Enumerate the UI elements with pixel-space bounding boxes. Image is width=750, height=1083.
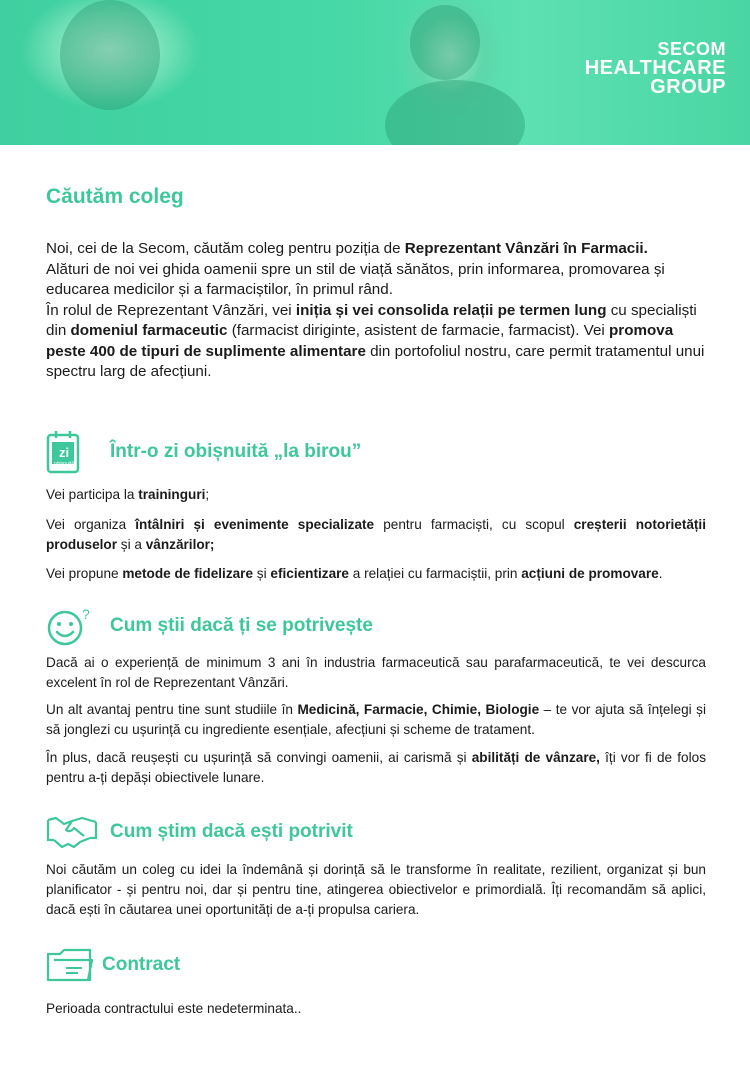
- fit-p2-b: Medicină, Farmacie, Chimie, Biologie: [297, 702, 540, 717]
- intro-p3-c: cu specialiști din: [46, 301, 697, 339]
- office-para-3: [46, 564, 706, 584]
- office-p3-d: eficientizare: [270, 566, 349, 581]
- svg-text:?: ?: [82, 606, 90, 622]
- office-p3-a: Vei propune: [46, 566, 123, 581]
- section-contract: [46, 944, 180, 986]
- fit-us-para-1: [46, 860, 706, 920]
- fit-p3-b: abilități de vânzare,: [471, 750, 600, 765]
- office-p3-e: a relației cu farmaciștii, prin: [348, 566, 522, 581]
- contract-p1-a: Perioada contractului este nedeterminata..: [46, 1001, 302, 1016]
- office-p3-g: .: [658, 566, 663, 581]
- handshake-icon: [46, 811, 98, 853]
- office-p2-c: pentru farmaciști, cu scopul: [374, 517, 574, 532]
- intro-p3-f: promova peste 400 de tipuri de suplimente alimentare: [46, 322, 674, 360]
- calendar-icon-label: zi: [58, 445, 70, 460]
- intro-p3-a: În rolul de Reprezentant Vânzări, vei: [46, 301, 296, 319]
- fit-p1-a: Dacă ai o experiență de minimum 3 ani în industria farmaceutică sau parafarmaceutică, te vei descurca excelent în rol de Reprezentant Vânzări.: [46, 655, 706, 690]
- fit-p3-c: îți vor fi de folos pentru a-ți depăși obiectivele lunare.: [46, 750, 706, 785]
- office-p2-f: vânzărilor;: [145, 537, 215, 552]
- intro-p3-g: din portofoliul nostru, care permit tratamentul unui spectru larg de afecțiuni.: [46, 342, 705, 380]
- office-p1-a: Vei participa la: [46, 487, 139, 502]
- fit-p2-c: – te vor ajuta să înțelegi și să jonglezi cu ușurință cu ingrediente esențiale, afecțiuni și scheme de tratament.: [46, 702, 706, 737]
- fit-you-para-2: [46, 700, 706, 740]
- office-para-1: [46, 485, 706, 505]
- fit-p3-a: În plus, dacă reușești cu ușurință să convingi oamenii, ai carismă și: [46, 750, 472, 765]
- intro-text: [46, 239, 706, 383]
- person-shoulders-right: [385, 80, 525, 145]
- office-p2-b: întâlniri și evenimente specializate: [135, 517, 375, 532]
- section-heading-office-day: Într-o zi obișnuită „la birou”: [110, 441, 362, 462]
- folder-icon: [46, 944, 98, 986]
- page-title: Căutăm coleg: [46, 185, 184, 208]
- smiley-question-icon: [46, 605, 98, 647]
- photo-man: [380, 0, 550, 145]
- office-p2-a: Vei organiza: [46, 517, 136, 532]
- intro-p3-b: iniția și vei consolida relații pe termen lung: [295, 301, 607, 319]
- office-p1-b: traininguri: [138, 487, 206, 502]
- office-p1-c: ;: [205, 487, 210, 502]
- intro-p1-text: Noi, cei de la Secom, căutăm coleg pentru poziția de: [46, 240, 405, 257]
- logo-line-1: SECOM: [657, 39, 726, 59]
- calendar-icon-sublabel: obișnuită: [53, 461, 74, 467]
- office-para-2: [46, 515, 706, 555]
- fit-you-para-1: [46, 653, 706, 693]
- office-p3-c: și: [253, 566, 271, 581]
- logo-line-3: GROUP: [650, 76, 726, 98]
- section-heading-fit-you: Cum știi dacă ți se potrivește: [110, 615, 373, 636]
- office-p3-b: metode de fidelizare: [122, 566, 254, 581]
- fit-p2-a: Un alt avantaj pentru tine sunt studiile în: [46, 702, 298, 717]
- photo-woman: [0, 0, 290, 145]
- office-p3-f: acțiuni de promovare: [521, 566, 659, 581]
- intro-p3-e: (farmacist diriginte, asistent de farmacie, farmacist). Vei: [227, 322, 609, 339]
- person-silhouette-right: [410, 5, 480, 80]
- header-banner: [0, 0, 750, 145]
- logo-line-2: HEALTHCARE: [584, 57, 726, 79]
- section-fit-us: [46, 811, 353, 853]
- intro-p1-bold: Reprezentant Vânzări în Farmacii.: [404, 240, 648, 257]
- office-p2-e: și a: [117, 537, 146, 552]
- section-heading-contract: Contract: [102, 954, 181, 975]
- section-office-day: [46, 431, 361, 473]
- intro-p3-d: domeniul farmaceutic: [70, 322, 228, 339]
- office-p2-d: creșterii notorietății produselor: [46, 517, 706, 552]
- intro-p2-text: Alături de noi vei ghida oamenii spre un stil de viață sănătos, prin informarea, promovarea și educarea medicilor și a farmaciștilor, în primul rând.: [46, 260, 665, 298]
- secom-logo: [585, 40, 726, 97]
- section-heading-fit-us: Cum știm dacă ești potrivit: [110, 821, 353, 842]
- person-silhouette-left: [60, 0, 160, 110]
- section-fit-you: [46, 605, 373, 647]
- contract-para-1: [46, 999, 706, 1019]
- fit-you-para-3: [46, 748, 706, 788]
- fit-us-p1-a: Noi căutăm un coleg cu idei la îndemână și dorință să le transforme în realitate, rezilient, organizat și bun planificator - și pentru noi, dar și pentru tine, atingerea obiectivelor e primordială. Îți recomandăm să aplici, dacă ești în căutarea unei oportunități de a-ți propulsa cariera.: [46, 862, 706, 917]
